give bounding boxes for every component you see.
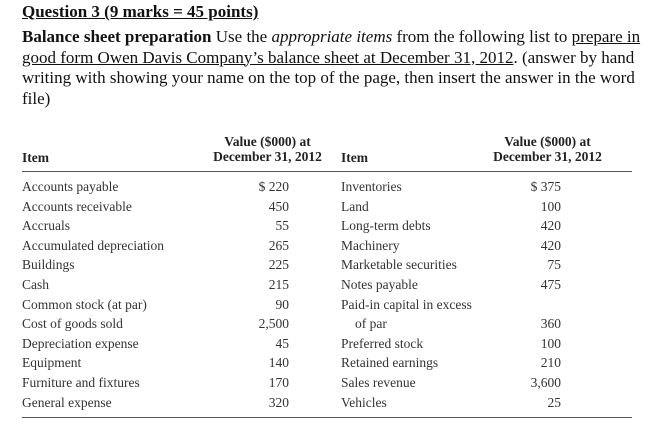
left-item-value: 170: [268, 375, 289, 390]
header-value-left-line2: December 31, 2012: [213, 149, 322, 164]
question-title: Question 3 (9 marks = 45 points): [22, 2, 259, 21]
right-item-value: 3,600: [530, 375, 561, 390]
right-item-label: Sales revenue: [341, 375, 416, 390]
header-item-right: Item: [341, 150, 368, 165]
left-item-value: $ 220: [258, 179, 289, 194]
header-value-left: [200, 134, 335, 164]
header-value-right-line1: Value ($000) at: [504, 134, 591, 149]
question-italic: appropriate items: [271, 27, 393, 46]
right-item-label: Long-term debts: [341, 218, 431, 234]
left-item-label: Equipment: [22, 355, 82, 371]
right-item-value: $ 375: [530, 179, 561, 194]
left-item-label: Depreciation expense: [22, 335, 139, 351]
right-item-label: Land: [341, 198, 369, 214]
left-item-label: Cash: [22, 277, 49, 292]
question-text-2: from the following list to: [392, 27, 572, 46]
left-item-label: Accounts payable: [22, 179, 119, 194]
right-item-label: of par: [355, 316, 387, 332]
right-item-value: 75: [547, 257, 561, 273]
right-item-label: Preferred stock: [341, 335, 424, 351]
question-underlined: prepare in good form Owen Davis Company’s balance sheet at December 31, 2012: [22, 27, 641, 67]
right-item-value: 100: [540, 335, 561, 351]
header-item-left: Item: [22, 150, 49, 165]
left-item-label: Furniture and fixtures: [22, 375, 140, 390]
right-item-label: Vehicles: [341, 394, 387, 410]
header-divider: [22, 171, 632, 172]
left-item-value: 90: [275, 296, 289, 312]
left-item-value: 215: [268, 277, 289, 292]
right-item-label: Inventories: [341, 179, 402, 194]
left-item-value: 225: [268, 257, 289, 273]
left-item-label: Common stock (at par): [22, 296, 147, 312]
left-item-label: Accruals: [22, 218, 70, 234]
left-item-value: 320: [268, 394, 289, 410]
left-item-value: 45: [275, 335, 289, 351]
right-item-label: Retained earnings: [341, 355, 439, 371]
right-item-label: Notes payable: [341, 277, 418, 292]
right-item-value: 210: [540, 355, 561, 371]
right-item-value: 100: [540, 198, 561, 214]
left-item-label: Accounts receivable: [22, 198, 132, 214]
left-item-label: Accumulated depreciation: [22, 237, 165, 253]
right-item-label: Paid-in capital in excess: [341, 296, 472, 312]
right-item-value: 360: [540, 316, 561, 332]
header-value-left-line1: Value ($000) at: [224, 134, 311, 149]
right-item-value: 420: [540, 237, 561, 253]
right-item-value: 420: [540, 218, 561, 234]
left-item-label: Buildings: [22, 257, 75, 273]
left-item-label: General expense: [22, 394, 112, 410]
left-item-value: 450: [268, 198, 289, 214]
header-value-right: [485, 134, 610, 164]
right-item-label: Machinery: [341, 237, 400, 253]
question-text-3: . (answer by hand writing with showing your name on the top of the page, then insert the answer in the word file): [22, 47, 635, 108]
table-bottom-rule: [22, 417, 632, 418]
right-item-label: Marketable securities: [341, 257, 457, 273]
left-item-label: Cost of goods sold: [22, 316, 123, 332]
header-value-right-line2: December 31, 2012: [493, 149, 602, 164]
left-item-value: 2,500: [258, 316, 289, 332]
left-item-value: 140: [268, 355, 289, 371]
question-text-1: Use the: [211, 27, 272, 46]
right-item-value: 475: [540, 277, 561, 292]
left-item-value: 265: [268, 237, 289, 253]
question-lead: Balance sheet preparation: [22, 27, 212, 46]
right-item-value: 25: [547, 394, 561, 410]
left-item-value: 55: [275, 218, 289, 234]
